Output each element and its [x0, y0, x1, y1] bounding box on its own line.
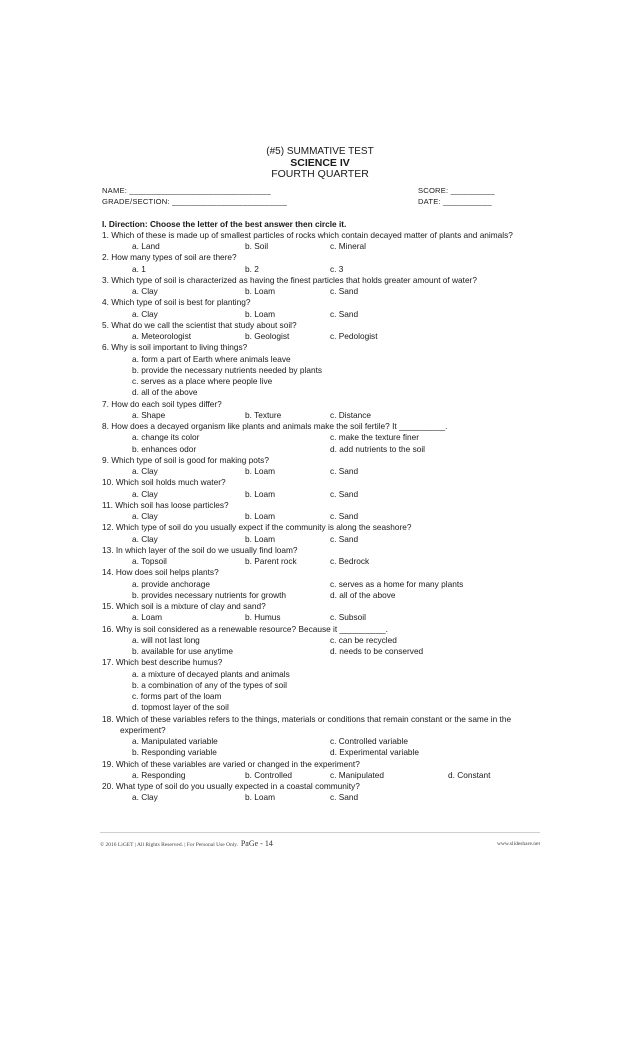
- question-stem: 3. Which type of soil is characterized as having the finest particles that holds greater amount of water?: [102, 274, 477, 285]
- choice-row: [102, 747, 538, 758]
- question-stem: 2. How many types of soil are there?: [102, 252, 237, 263]
- choice-row: [102, 534, 538, 545]
- answer-choice[interactable]: b. Loam: [245, 466, 275, 476]
- answer-choice[interactable]: c. Sand: [330, 533, 359, 544]
- answer-choice[interactable]: c. Sand: [330, 511, 359, 521]
- choice-row: [102, 331, 538, 342]
- question-stem: 18. Which of these variables refers to the things, materials or conditions that remain constant or the same in the experiment?: [102, 713, 512, 735]
- copyright-text: © 2016 LiGET | All Rights Reserved. | For Personal Use Only.: [100, 842, 239, 848]
- answer-choice[interactable]: a. Land: [132, 241, 160, 251]
- question-stem: 13. In which layer of the soil do we usually find loam?: [102, 544, 298, 555]
- answer-choice[interactable]: b. Soil: [245, 241, 269, 251]
- quarter-title: FOURTH QUARTER: [271, 168, 369, 180]
- answer-choice[interactable]: a. Clay: [132, 308, 158, 319]
- question-stem: 7. How do each soil types differ?: [102, 398, 222, 409]
- question-item: [102, 759, 538, 782]
- question-stem: 6. Why is soil important to living things?: [102, 342, 248, 353]
- answer-choice[interactable]: c. Sand: [330, 488, 359, 499]
- answer-choice[interactable]: b. Loam: [245, 511, 275, 521]
- answer-choice[interactable]: a. Clay: [132, 466, 158, 476]
- question-stem: 9. Which type of soil is good for making pots?: [102, 454, 269, 465]
- question-item: [102, 714, 538, 759]
- score-field: SCORE: __________: [418, 185, 495, 195]
- question-item: [102, 624, 538, 658]
- answer-choice[interactable]: a. provide anchorage: [132, 578, 210, 589]
- question-item: [102, 477, 538, 500]
- answer-choice[interactable]: c. Pedologist: [330, 331, 378, 341]
- choice-row: [102, 612, 538, 623]
- answer-choice[interactable]: c. Distance: [330, 409, 372, 420]
- answer-choice[interactable]: c. Bedrock: [330, 556, 370, 566]
- question-list: [102, 230, 538, 804]
- answer-choice[interactable]: d. Constant: [448, 769, 491, 780]
- answer-choice[interactable]: b. Controlled: [245, 769, 293, 780]
- answer-choice[interactable]: c. Manipulated: [330, 769, 384, 780]
- answer-choice[interactable]: a. Clay: [132, 511, 158, 521]
- question-item: [102, 320, 538, 343]
- answer-choice[interactable]: b. Loam: [245, 792, 275, 803]
- answer-choice[interactable]: a. Clay: [132, 286, 158, 296]
- answer-choice[interactable]: a. Clay: [132, 488, 158, 499]
- question-stem: 11. Which soil has loose particles?: [102, 499, 229, 510]
- answer-choice[interactable]: b. Loam: [245, 286, 275, 296]
- answer-choice[interactable]: c. Controlled variable: [330, 736, 408, 746]
- answer-choice[interactable]: d. topmost layer of the soil: [132, 702, 229, 713]
- question-item: [102, 342, 538, 398]
- choice-row: [102, 646, 538, 657]
- answer-choice[interactable]: a. Responding: [132, 769, 186, 780]
- answer-choice[interactable]: b. 2: [245, 263, 259, 274]
- answer-choice[interactable]: c. Sand: [330, 466, 359, 476]
- question-item: [102, 545, 538, 568]
- answer-choice[interactable]: b. enhances odor: [132, 443, 197, 454]
- answer-choice[interactable]: a. Topsoil: [132, 556, 167, 566]
- answer-choice[interactable]: a. Meteorologist: [132, 331, 192, 341]
- answer-choice[interactable]: a. Manipulated variable: [132, 736, 218, 746]
- question-stem: 12. Which type of soil do you usually expect if the community is along the seashore?: [102, 522, 412, 533]
- answer-choice[interactable]: a. form a part of Earth where animals leave: [132, 353, 291, 364]
- test-page: [102, 146, 538, 804]
- site-url: www.slideshare.net: [496, 841, 540, 847]
- answer-choice[interactable]: c. Mineral: [330, 241, 366, 251]
- question-item: [102, 252, 538, 275]
- answer-choice[interactable]: a. change its color: [132, 432, 200, 443]
- answer-choice[interactable]: c. make the texture finer: [330, 432, 420, 443]
- answer-choice[interactable]: a. a mixture of decayed plants and animals: [132, 668, 290, 679]
- choice-row: [102, 635, 538, 646]
- answer-choice[interactable]: c. serves as a home for many plants: [330, 578, 464, 589]
- choice-row: [102, 286, 538, 297]
- question-stem: 10. Which soil holds much water?: [102, 477, 226, 488]
- date-field: DATE: ___________: [418, 196, 492, 206]
- choice-row: [102, 309, 538, 320]
- question-item: [102, 399, 538, 422]
- choice-row: [102, 556, 538, 567]
- question-item: [102, 500, 538, 523]
- question-stem: 20. What type of soil do you usually expected in a coastal community?: [102, 781, 360, 791]
- question-item: [102, 230, 538, 253]
- question-item: [102, 601, 538, 624]
- question-item: [102, 567, 538, 601]
- question-item: [102, 275, 538, 298]
- question-item: [102, 421, 538, 455]
- question-item: [102, 522, 538, 545]
- answer-choice[interactable]: d. add nutrients to the soil: [330, 443, 426, 454]
- choice-row: [102, 792, 538, 803]
- answer-choice[interactable]: c. forms part of the loam: [132, 691, 222, 701]
- answer-choice[interactable]: b. Loam: [245, 488, 275, 499]
- question-stem: 16. Why is soil considered as a renewable resource? Because it __________.: [102, 623, 388, 634]
- answer-choice[interactable]: c. Sand: [330, 286, 359, 296]
- answer-choice[interactable]: d. all of the above: [132, 387, 198, 398]
- choice-row: [102, 466, 538, 477]
- answer-choice[interactable]: c. Sand: [330, 792, 359, 803]
- answer-choice[interactable]: d. Experimental variable: [330, 747, 420, 758]
- question-item: [102, 657, 538, 713]
- name-field: NAME: ________________________________: [102, 185, 271, 195]
- question-item: [102, 297, 538, 320]
- answer-choice[interactable]: b. provide the necessary nutrients needed by plants: [132, 364, 323, 375]
- answer-choice[interactable]: c. Sand: [330, 308, 359, 319]
- answer-choice[interactable]: c. can be recycled: [330, 634, 397, 645]
- page-footer: [100, 832, 540, 848]
- answer-choice[interactable]: b. provides necessary nutrients for growth: [132, 589, 287, 600]
- question-item: [102, 455, 538, 478]
- choice-row: [102, 770, 538, 781]
- direction-text: I. Direction: Choose the letter of the best answer then circle it.: [102, 218, 347, 229]
- choice-row: [102, 264, 538, 275]
- answer-choice[interactable]: a. Shape: [132, 409, 166, 420]
- question-stem: 19. Which of these variables are varied or changed in the experiment?: [102, 758, 360, 769]
- test-header: [102, 146, 538, 181]
- answer-choice[interactable]: b. Loam: [245, 308, 275, 319]
- answer-choice[interactable]: a. will not last long: [132, 634, 200, 645]
- answer-choice[interactable]: b. Loam: [245, 533, 275, 544]
- answer-choice[interactable]: c. Subsoil: [330, 612, 366, 623]
- answer-choice[interactable]: d. all of the above: [330, 589, 396, 600]
- answer-choice[interactable]: b. Humus: [245, 612, 281, 623]
- answer-choice[interactable]: c. serves as a place where people live: [132, 376, 273, 386]
- question-stem: 5. What do we call the scientist that study about soil?: [102, 319, 297, 330]
- choice-row: [102, 511, 538, 522]
- choice-row: [102, 410, 538, 421]
- choice-row: [102, 579, 538, 590]
- answer-choice[interactable]: b. Parent rock: [245, 556, 297, 566]
- test-title: (#5) SUMMATIVE TEST: [266, 146, 374, 157]
- subject-title: SCIENCE IV: [290, 156, 350, 169]
- answer-choice[interactable]: d. needs to be conserved: [330, 646, 424, 656]
- question-stem: 15. Which soil is a mixture of clay and sand?: [102, 601, 266, 611]
- question-item: [102, 781, 538, 804]
- choice-row: [102, 432, 538, 443]
- question-stem: 1. Which of these is made up of smallest particles of rocks which contain decayed matter of plants and animals?: [102, 229, 513, 240]
- question-stem: 14. How does soil helps plants?: [102, 567, 219, 578]
- choice-row: [102, 736, 538, 747]
- question-stem: 8. How does a decayed organism like plants and animals make the soil fertile? It __________.: [102, 421, 448, 431]
- answer-choice[interactable]: b. available for use anytime: [132, 646, 234, 656]
- choice-row: [102, 590, 538, 601]
- student-info: [102, 185, 538, 209]
- answer-choice[interactable]: a. Loam: [132, 612, 162, 623]
- grade-section-field: GRADE/SECTION: __________________________: [102, 196, 288, 206]
- choice-row: [102, 444, 538, 455]
- answer-choice[interactable]: b. a combination of any of the types of soil: [132, 679, 287, 690]
- question-stem: 4. Which type of soil is best for planting?: [102, 297, 251, 308]
- answer-choice[interactable]: a. Clay: [132, 533, 158, 544]
- choice-row: [102, 489, 538, 500]
- answer-choice[interactable]: b. Texture: [245, 409, 282, 420]
- page-number: PaGe - 14: [240, 839, 273, 848]
- answer-choice[interactable]: a. 1: [132, 263, 146, 274]
- answer-choice[interactable]: c. 3: [330, 263, 344, 274]
- answer-choice[interactable]: b. Geologist: [245, 331, 290, 341]
- answer-choice[interactable]: b. Responding variable: [132, 747, 217, 758]
- question-stem: 17. Which best describe humus?: [102, 657, 223, 668]
- choice-row: [102, 241, 538, 252]
- answer-choice[interactable]: a. Clay: [132, 792, 158, 803]
